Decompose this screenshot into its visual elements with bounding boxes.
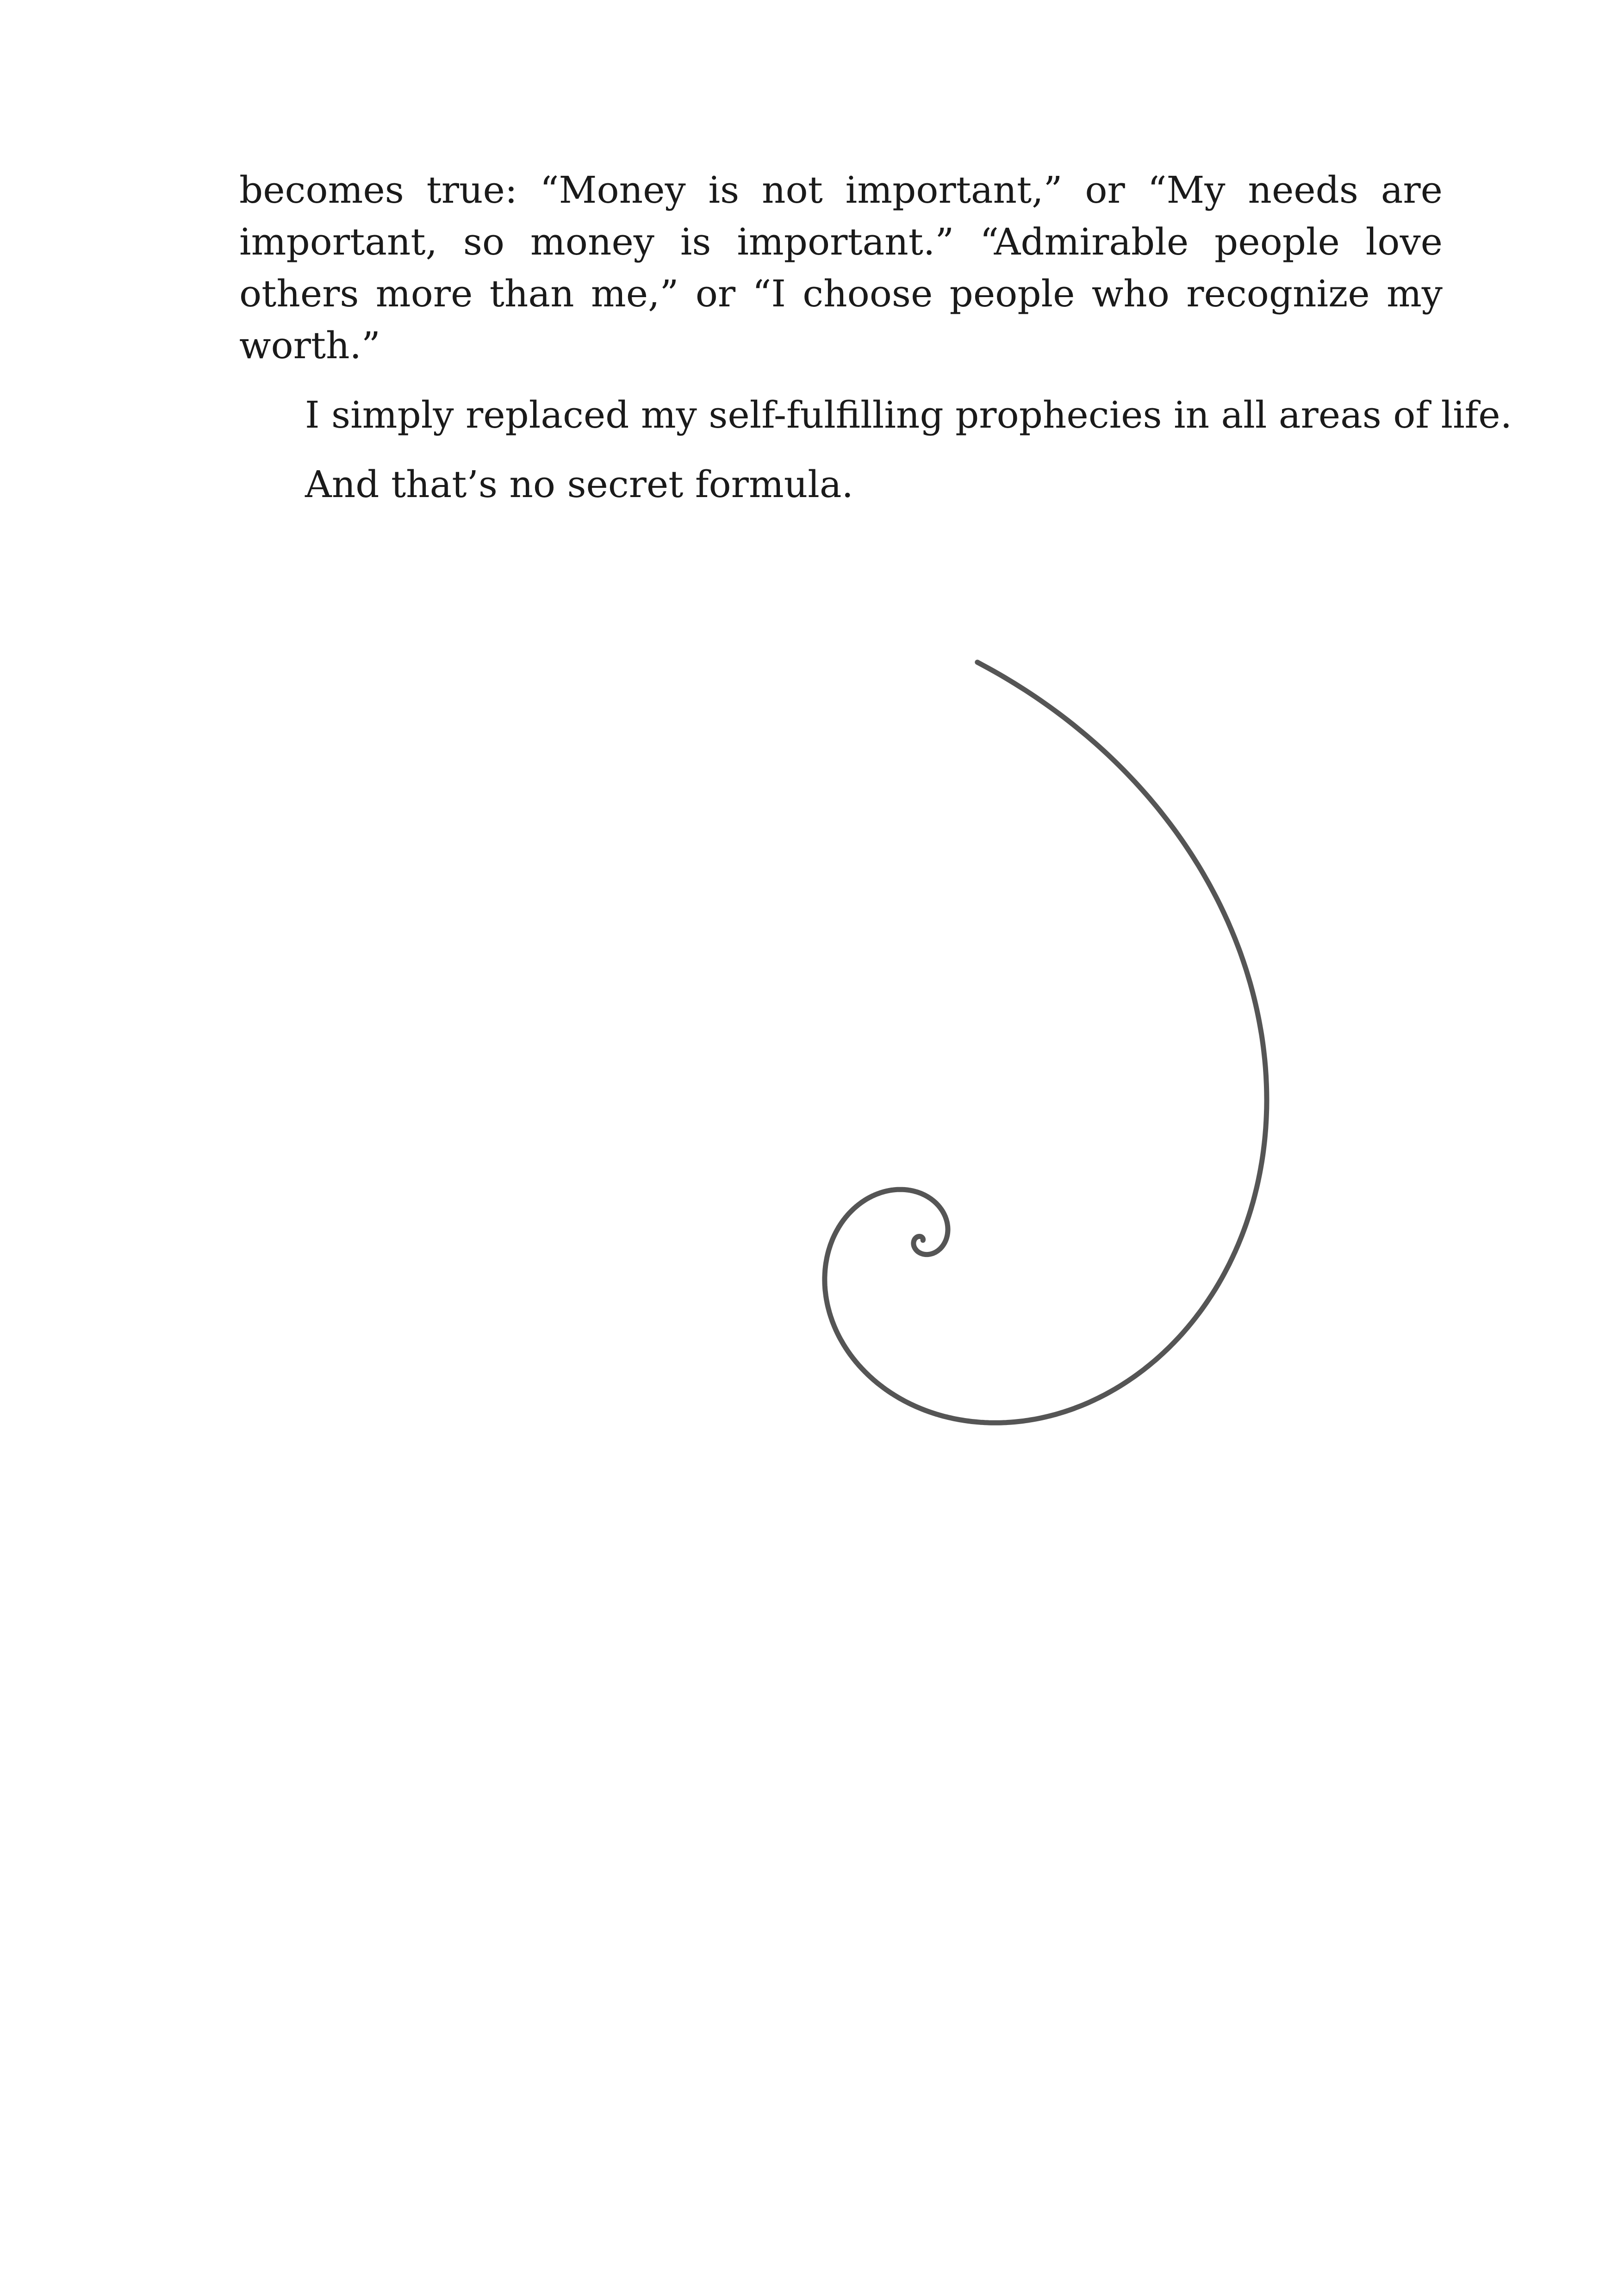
paragraph-3: And that’s no secret formula.	[305, 463, 853, 506]
body-text	[239, 164, 1512, 510]
paragraph-1: becomes true: “Money is not important,” or “My needs are important, so money is important.” “Admirable people love others more than me,” or “I choose people who recognize my worth.”	[239, 168, 1443, 367]
paragraph-2: I simply replaced my self-fulfilling prophecies in all areas of life.	[305, 393, 1512, 436]
spiral-line	[825, 662, 1267, 1423]
